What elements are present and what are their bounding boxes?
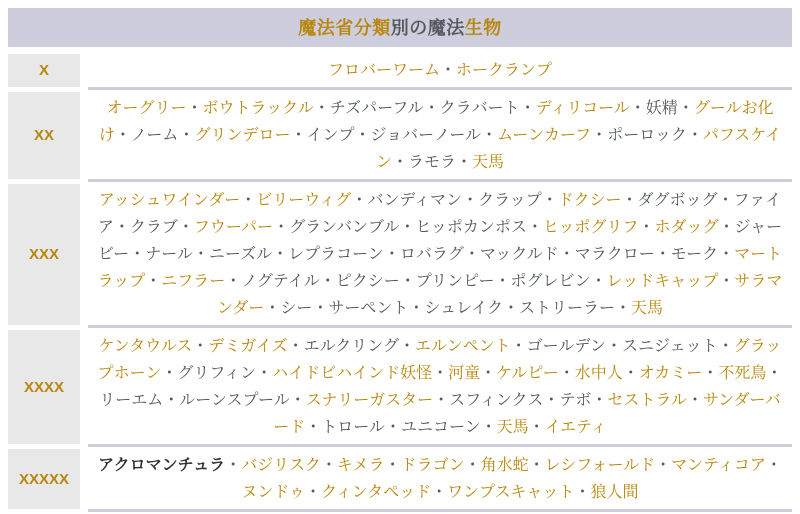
- creature-text: ルーンスプール: [179, 392, 290, 409]
- separator: ・: [528, 457, 545, 474]
- creature-link[interactable]: サラマンダー: [216, 273, 783, 317]
- separator: ・: [408, 300, 425, 317]
- separator: ・: [399, 273, 416, 290]
- separator: ・: [456, 154, 473, 171]
- creature-list: [88, 92, 792, 182]
- separator: ・: [320, 457, 337, 474]
- creature-link[interactable]: デミガイズ: [208, 338, 288, 355]
- separator: ・: [766, 365, 783, 382]
- creature-link[interactable]: グールお化け: [98, 100, 774, 144]
- creature-link[interactable]: ケンタウルス: [98, 338, 193, 355]
- navbox-table: [8, 8, 792, 514]
- creature-link[interactable]: ムーンカーフ: [497, 127, 592, 144]
- separator: ・: [519, 100, 536, 117]
- classification-label[interactable]: XX: [8, 92, 80, 179]
- separator: ・: [702, 365, 719, 382]
- creature-text: シュレイク: [424, 300, 503, 317]
- creature-link[interactable]: フウーパー: [193, 219, 274, 236]
- separator: ・: [528, 419, 545, 436]
- creature-link[interactable]: オカミー: [638, 365, 703, 382]
- separator: ・: [178, 127, 195, 144]
- creature-link[interactable]: ディリコール: [535, 100, 630, 117]
- creature-text: シー・サーペント: [280, 300, 409, 317]
- separator: ・: [439, 62, 456, 79]
- separator: ・: [240, 192, 257, 209]
- separator: ・: [383, 246, 400, 263]
- separator: ・: [423, 100, 440, 117]
- creature-link[interactable]: パフスケイン: [375, 127, 782, 171]
- separator: ・: [145, 273, 162, 290]
- creature-text: ストリーラー: [518, 300, 615, 317]
- creature-list: [88, 54, 792, 90]
- creature-link[interactable]: ホダッグ: [654, 219, 719, 236]
- separator: ・: [462, 192, 479, 209]
- separator: ・: [541, 192, 558, 209]
- separator: ・: [543, 392, 560, 409]
- creature-text: グリフィン: [177, 365, 257, 382]
- separator: ・: [677, 100, 694, 117]
- creature-text: クラバート: [439, 100, 520, 117]
- creature-link[interactable]: グラップホーン: [97, 338, 782, 382]
- creature-link[interactable]: マートラップ: [97, 246, 783, 290]
- creature-text: バンディマン: [367, 192, 463, 209]
- separator: ・: [129, 246, 146, 263]
- creature-text: チズパーフル: [329, 100, 424, 117]
- separator: ・: [161, 365, 178, 382]
- separator: ・: [718, 219, 735, 236]
- separator: ・: [622, 365, 639, 382]
- separator: ・: [114, 127, 131, 144]
- creature-link[interactable]: ケルピー: [496, 365, 559, 382]
- creature-text: インプ: [306, 127, 355, 144]
- separator: ・: [163, 392, 180, 409]
- creature-text: テボ: [559, 392, 592, 409]
- creature-text: マックルド・マラクロー: [479, 246, 655, 263]
- creature-link[interactable]: 角水蛇: [480, 457, 529, 474]
- creature-link[interactable]: ビリーウィグ: [256, 192, 352, 209]
- creature-link[interactable]: 水中人: [574, 365, 623, 382]
- creature-text: グランバンブル: [289, 219, 400, 236]
- creature-text: ジャービー: [97, 219, 783, 263]
- creature-text: ヒッポカンポス: [415, 219, 527, 236]
- creature-link[interactable]: アッシュワインダー: [98, 192, 241, 209]
- creature-text: レプラコーン: [288, 246, 384, 263]
- creature-link[interactable]: マンティコア: [671, 457, 766, 474]
- separator: ・: [686, 127, 703, 144]
- creature-text: ノーム: [130, 127, 179, 144]
- separator: ・: [177, 219, 194, 236]
- classification-label[interactable]: XXX: [8, 184, 80, 325]
- classification-label[interactable]: XXXX: [8, 330, 80, 444]
- creature-link[interactable]: 河童: [448, 365, 481, 382]
- creature-link[interactable]: サンダーバード: [273, 392, 781, 436]
- creature-list: [88, 449, 792, 512]
- separator: ・: [590, 273, 607, 290]
- separator: ・: [655, 457, 672, 474]
- creature-text: プリンピー: [415, 273, 495, 290]
- separator: ・: [431, 484, 448, 501]
- separator: ・: [319, 273, 336, 290]
- table-row: [8, 330, 792, 449]
- creature-link[interactable]: ハイドビハインド妖怪: [272, 365, 433, 382]
- creature-link[interactable]: ドラゴン: [400, 457, 465, 474]
- creature-link[interactable]: バジリスク: [241, 457, 321, 474]
- creature-text: ナール: [145, 246, 193, 263]
- creature-link[interactable]: ワンプスキャット: [447, 484, 575, 501]
- separator: ・: [464, 457, 481, 474]
- separator: ・: [502, 300, 519, 317]
- separator: ・: [614, 300, 631, 317]
- creature-link[interactable]: ホークランプ: [456, 62, 553, 79]
- separator: ・: [305, 484, 322, 501]
- creature-text: ピクシー: [335, 273, 400, 290]
- creature-text: クラップ: [478, 192, 542, 209]
- separator: ・: [192, 246, 209, 263]
- separator: ・: [225, 457, 242, 474]
- separator: ・: [654, 246, 671, 263]
- creature-text: ユニコーン: [400, 419, 481, 436]
- separator: ・: [480, 419, 497, 436]
- creature-text: ラモラ: [407, 154, 456, 171]
- separator: ・: [494, 273, 511, 290]
- table-row: [8, 449, 792, 514]
- table-row: [8, 92, 792, 184]
- creature-text: ポーロック: [607, 127, 687, 144]
- separator: ・: [591, 392, 608, 409]
- title-link[interactable]: 魔法省分類: [298, 18, 391, 38]
- creature-link[interactable]: オーグリー: [106, 100, 187, 117]
- separator: ・: [354, 127, 371, 144]
- separator: ・: [384, 419, 401, 436]
- creature-text: ダグボッグ: [637, 192, 718, 209]
- creature-text: ファイア・クラブ: [97, 192, 782, 236]
- separator: ・: [313, 100, 330, 117]
- creature-current-page: アクロマンチュラ: [98, 457, 226, 474]
- separator: ・: [225, 273, 242, 290]
- creature-link[interactable]: スナリーガスター: [305, 392, 434, 409]
- separator: ・: [351, 192, 368, 209]
- creature-link[interactable]: ドクシー: [557, 192, 622, 209]
- creature-link[interactable]: レシフォールド: [544, 457, 656, 474]
- separator: ・: [638, 219, 655, 236]
- separator: ・: [765, 457, 782, 474]
- separator: ・: [591, 127, 608, 144]
- title-link[interactable]: 生物: [464, 18, 502, 38]
- separator: ・: [289, 392, 306, 409]
- separator: ・: [287, 338, 304, 355]
- classification-label[interactable]: XXXXX: [8, 449, 80, 509]
- creature-link[interactable]: グリンデロー: [194, 127, 291, 144]
- separator: ・: [686, 392, 703, 409]
- creature-link[interactable]: レッドキャップ: [606, 273, 719, 290]
- separator: ・: [305, 419, 322, 436]
- creature-link[interactable]: ニフラー: [161, 273, 226, 290]
- separator: ・: [256, 365, 273, 382]
- separator: ・: [433, 392, 450, 409]
- classification-label[interactable]: X: [8, 54, 80, 87]
- creature-text: ノグテイル: [241, 273, 320, 290]
- creature-link[interactable]: フロバーワーム: [327, 62, 440, 79]
- creature-text: スフィンクス: [449, 392, 544, 409]
- creature-text: モーク: [670, 246, 719, 263]
- table-row: [8, 54, 792, 92]
- creature-link[interactable]: 天馬: [496, 419, 529, 436]
- creature-link[interactable]: キメラ: [336, 457, 385, 474]
- creature-link[interactable]: 不死鳥: [718, 365, 767, 382]
- separator: ・: [391, 154, 408, 171]
- separator: ・: [718, 246, 735, 263]
- separator: ・: [463, 246, 480, 263]
- creature-text: トロール: [321, 419, 385, 436]
- separator: ・: [272, 246, 289, 263]
- creature-text: ポグレビン: [510, 273, 591, 290]
- separator: ・: [510, 338, 527, 355]
- creature-text: リーエム: [99, 392, 164, 409]
- separator: ・: [480, 365, 497, 382]
- creature-link[interactable]: 天馬: [631, 300, 664, 317]
- separator: ・: [399, 338, 416, 355]
- creature-text: ロバラグ: [399, 246, 464, 263]
- creature-link[interactable]: エルンペント: [415, 338, 511, 355]
- separator: ・: [399, 219, 416, 236]
- creature-text: 妖精: [645, 100, 678, 117]
- creature-link[interactable]: イエティ: [544, 419, 607, 436]
- separator: ・: [629, 100, 646, 117]
- separator: ・: [718, 273, 735, 290]
- table-row: [8, 184, 792, 330]
- creature-text: エルクリング: [303, 338, 399, 355]
- separator: ・: [290, 127, 307, 144]
- separator: ・: [717, 338, 734, 355]
- creature-link[interactable]: 天馬: [472, 154, 505, 171]
- creature-list: [88, 330, 792, 447]
- separator: ・: [192, 338, 209, 355]
- creature-text: ジョバーノール: [370, 127, 482, 144]
- creature-link[interactable]: ヒッポグリフ: [542, 219, 639, 236]
- separator: ・: [481, 127, 498, 144]
- separator: ・: [558, 365, 575, 382]
- creature-link[interactable]: セストラル: [607, 392, 687, 409]
- separator: ・: [621, 192, 638, 209]
- creature-link[interactable]: ヌンドゥ: [241, 484, 306, 501]
- separator: ・: [384, 457, 401, 474]
- rows-container: [8, 54, 792, 514]
- navbox-title: [8, 8, 792, 47]
- separator: ・: [264, 300, 281, 317]
- separator: ・: [432, 365, 449, 382]
- creature-text: ニーズル: [208, 246, 273, 263]
- creature-list: [88, 184, 792, 328]
- creature-link[interactable]: クィンタペッド: [321, 484, 432, 501]
- separator: ・: [526, 219, 543, 236]
- creature-link[interactable]: 狼人間: [590, 484, 639, 501]
- title-text: 別の魔法: [390, 18, 465, 38]
- separator: ・: [273, 219, 290, 236]
- separator: ・: [717, 192, 734, 209]
- separator: ・: [186, 100, 203, 117]
- creature-text: ゴールデン・スニジェット: [526, 338, 718, 355]
- separator: ・: [574, 484, 591, 501]
- creature-link[interactable]: ボウトラックル: [202, 100, 314, 117]
